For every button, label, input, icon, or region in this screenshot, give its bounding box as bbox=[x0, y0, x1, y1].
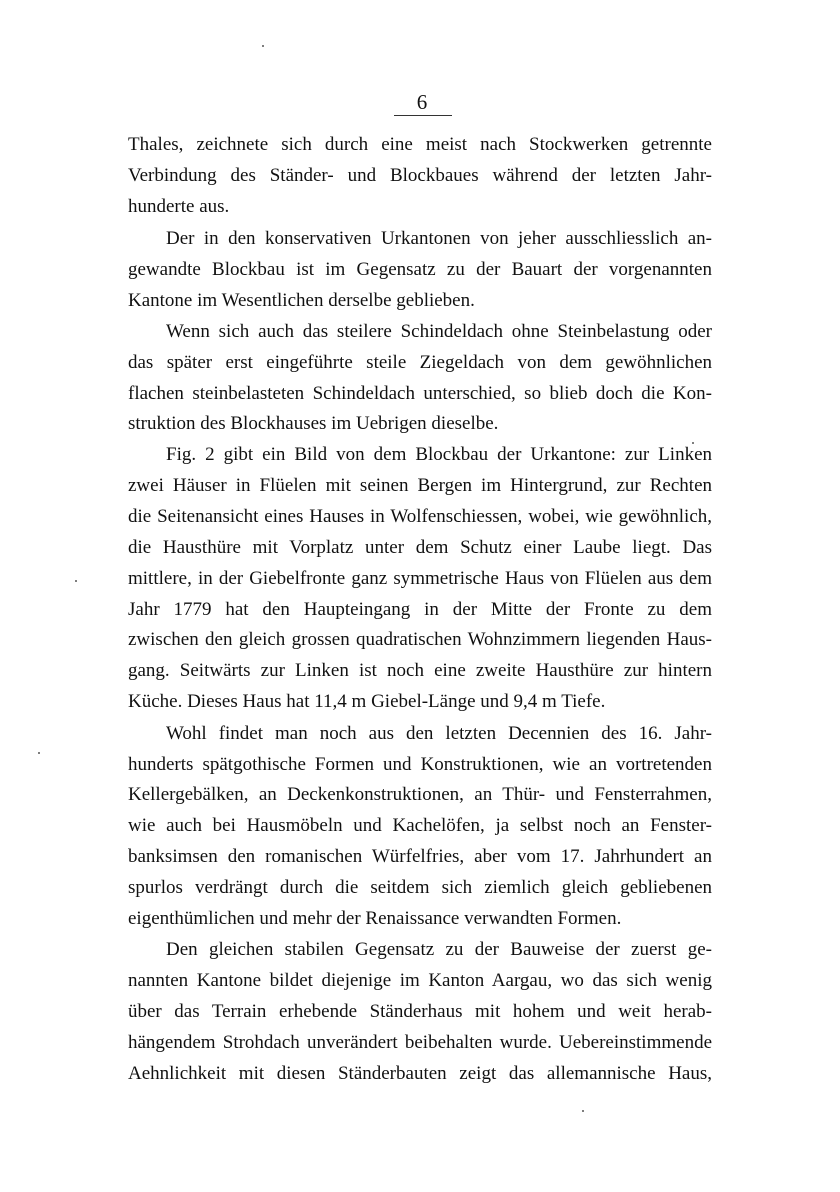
text-line: Küche. Dieses Haus hat 11,4 m Giebel-Länge und 9,4 m Tiefe. bbox=[128, 691, 606, 712]
text-line: über das Terrain erhebende Ständerhaus mit hohem und weit herab- bbox=[128, 1001, 712, 1022]
text-line: gang. Seitwärts zur Linken ist noch eine zweite Hausthüre zur hintern bbox=[128, 660, 712, 681]
page-number-rule bbox=[394, 115, 452, 116]
text-line: Aehnlichkeit mit diesen Ständerbauten zeigt das allemannische Haus, bbox=[128, 1063, 712, 1084]
page-number: 6 bbox=[416, 90, 428, 114]
scan-speck bbox=[692, 442, 694, 444]
text-line: die Hausthüre mit Vorplatz unter dem Schutz einer Laube liegt. Das bbox=[128, 537, 712, 558]
text-line: Der in den konservativen Urkantonen von jeher ausschliesslich an- bbox=[166, 228, 712, 249]
text-line: nannten Kantone bildet diejenige im Kanton Aargau, wo das sich wenig bbox=[128, 970, 712, 991]
text-line: Verbindung des Ständer- und Blockbaues während der letzten Jahr- bbox=[128, 165, 712, 186]
scan-speck bbox=[75, 580, 77, 582]
scan-speck bbox=[38, 752, 40, 754]
scan-speck bbox=[582, 1110, 584, 1112]
scan-speck bbox=[262, 45, 264, 47]
text-line: zwischen den gleich grossen quadratischen Wohnzimmern liegenden Haus- bbox=[128, 629, 712, 650]
text-line: gewandte Blockbau ist im Gegensatz zu der Bauart der vorgenannten bbox=[128, 259, 712, 280]
text-line: Wohl findet man noch aus den letzten Decennien des 16. Jahr- bbox=[166, 723, 712, 744]
text-line: Den gleichen stabilen Gegensatz zu der Bauweise der zuerst ge- bbox=[166, 939, 712, 960]
text-line: mittlere, in der Giebelfronte ganz symmetrische Haus von Flüelen aus dem bbox=[128, 568, 712, 589]
text-line: hunderts spätgothische Formen und Konstruktionen, wie an vortretenden bbox=[128, 754, 712, 775]
text-line: Fig. 2 gibt ein Bild von dem Blockbau der Urkantone: zur Linken bbox=[166, 444, 712, 465]
text-line: zwei Häuser in Flüelen mit seinen Bergen im Hintergrund, zur Rechten bbox=[128, 475, 712, 496]
text-line: wie auch bei Hausmöbeln und Kachelöfen, ja selbst noch an Fenster- bbox=[128, 815, 712, 836]
text-line: flachen steinbelasteten Schindeldach unterschied, so blieb doch die Kon- bbox=[128, 383, 712, 404]
text-line: das später erst eingeführte steile Ziegeldach von dem gewöhnlichen bbox=[128, 352, 712, 373]
text-line: die Seitenansicht eines Hauses in Wolfenschiessen, wobei, wie gewöhnlich, bbox=[128, 506, 712, 527]
text-line: eigenthümlichen und mehr der Renaissance verwandten Formen. bbox=[128, 908, 622, 929]
text-line: Thales, zeichnete sich durch eine meist nach Stockwerken getrennte bbox=[128, 134, 712, 155]
text-line: Wenn sich auch das steilere Schindeldach ohne Steinbelastung oder bbox=[166, 321, 712, 342]
text-line: hängendem Strohdach unverändert beibehalten wurde. Uebereinstimmende bbox=[128, 1032, 712, 1053]
text-line: banksimsen den romanischen Würfelfries, aber vom 17. Jahrhundert an bbox=[128, 846, 712, 867]
text-line: hunderte aus. bbox=[128, 196, 230, 217]
text-line: spurlos verdrängt durch die seitdem sich ziemlich gleich gebliebenen bbox=[128, 877, 712, 898]
text-line: struktion des Blockhauses im Uebrigen dieselbe. bbox=[128, 413, 499, 434]
text-line: Kellergebälken, an Deckenkonstruktionen, an Thür- und Fensterrahmen, bbox=[128, 784, 712, 805]
text-line: Jahr 1779 hat den Haupteingang in der Mitte der Fronte zu dem bbox=[128, 599, 712, 620]
text-line: Kantone im Wesentlichen derselbe geblieben. bbox=[128, 290, 475, 311]
